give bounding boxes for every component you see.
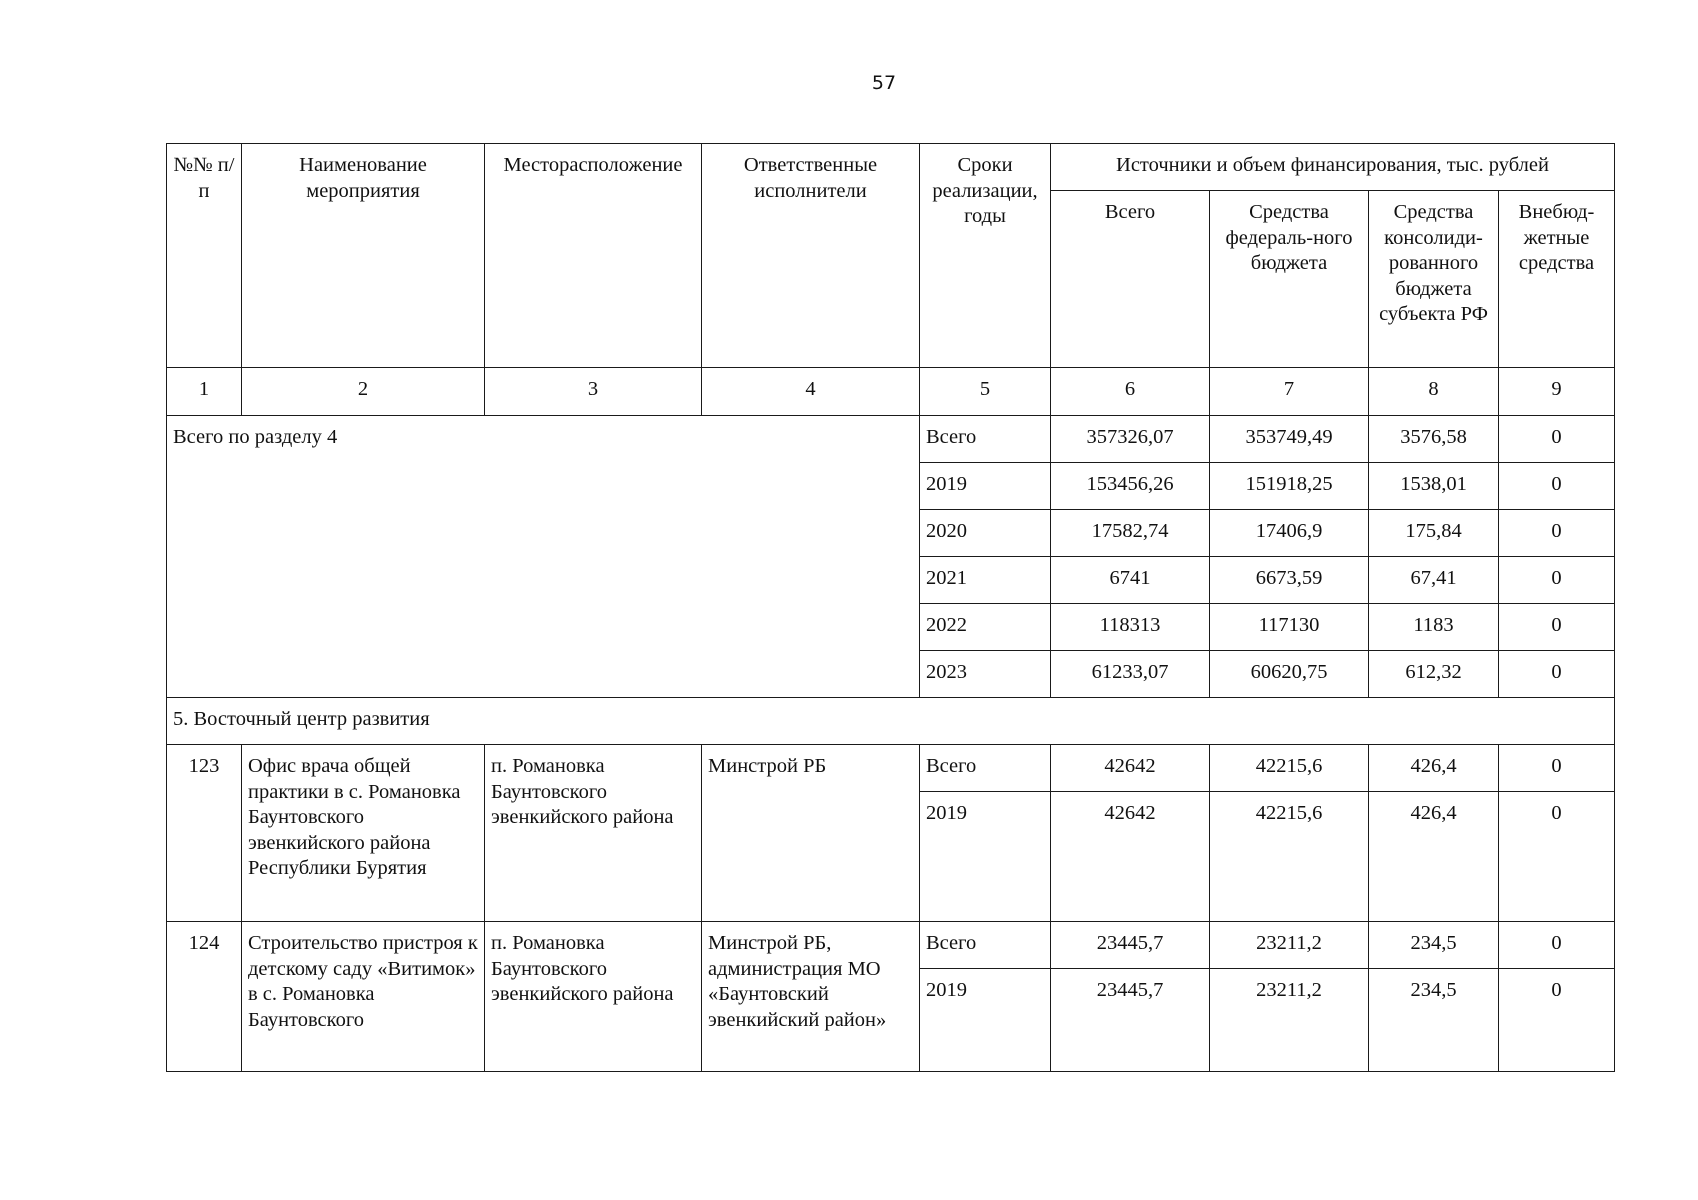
total-cell: 118313 xyxy=(1051,604,1210,651)
total-cell: 6741 xyxy=(1051,557,1210,604)
extra-cell: 0 xyxy=(1499,510,1615,557)
extra-cell: 0 xyxy=(1499,745,1615,792)
header-location: Месторасположение xyxy=(485,144,702,368)
federal-cell: 353749,49 xyxy=(1210,416,1369,463)
total-cell: 42642 xyxy=(1051,745,1210,792)
header-financing-group: Источники и объем финансирования, тыс. рублей xyxy=(1051,144,1615,191)
column-number: 3 xyxy=(485,368,702,416)
federal-cell: 17406,9 xyxy=(1210,510,1369,557)
item-number: 123 xyxy=(167,745,242,922)
total-cell: 357326,07 xyxy=(1051,416,1210,463)
federal-cell: 42215,6 xyxy=(1210,745,1369,792)
column-number: 1 xyxy=(167,368,242,416)
header-period: Сроки реализации, годы xyxy=(920,144,1051,368)
total-cell: 23445,7 xyxy=(1051,922,1210,969)
header-federal: Средства федераль-ного бюджета xyxy=(1210,191,1369,368)
federal-cell: 117130 xyxy=(1210,604,1369,651)
regional-cell: 3576,58 xyxy=(1369,416,1499,463)
year-cell: 2020 xyxy=(920,510,1051,557)
column-number: 2 xyxy=(242,368,485,416)
item-number: 124 xyxy=(167,922,242,1072)
item-executor: Минстрой РБ xyxy=(702,745,920,922)
extra-cell: 0 xyxy=(1499,557,1615,604)
extra-cell: 0 xyxy=(1499,651,1615,698)
header-row xyxy=(167,144,1615,191)
column-number: 4 xyxy=(702,368,920,416)
year-cell: 2022 xyxy=(920,604,1051,651)
regional-cell: 1538,01 xyxy=(1369,463,1499,510)
regional-cell: 234,5 xyxy=(1369,969,1499,1072)
regional-cell: 426,4 xyxy=(1369,792,1499,922)
extra-cell: 0 xyxy=(1499,604,1615,651)
year-cell: 2021 xyxy=(920,557,1051,604)
total-cell: 23445,7 xyxy=(1051,969,1210,1072)
federal-cell: 23211,2 xyxy=(1210,922,1369,969)
year-cell: 2019 xyxy=(920,969,1051,1072)
year-cell: 2019 xyxy=(920,792,1051,922)
item-name: Строительство пристроя к детскому саду «Витимок» в с. Романовка Баунтовского xyxy=(242,922,485,1072)
regional-cell: 67,41 xyxy=(1369,557,1499,604)
extra-cell: 0 xyxy=(1499,463,1615,510)
column-number: 6 xyxy=(1051,368,1210,416)
header-total: Всего xyxy=(1051,191,1210,368)
year-cell: Всего xyxy=(920,416,1051,463)
extra-cell: 0 xyxy=(1499,792,1615,922)
regional-cell: 426,4 xyxy=(1369,745,1499,792)
table-row xyxy=(167,416,1615,463)
year-cell: 2023 xyxy=(920,651,1051,698)
year-cell: Всего xyxy=(920,922,1051,969)
federal-cell: 42215,6 xyxy=(1210,792,1369,922)
federal-cell: 23211,2 xyxy=(1210,969,1369,1072)
total-cell: 61233,07 xyxy=(1051,651,1210,698)
regional-cell: 175,84 xyxy=(1369,510,1499,557)
column-number: 8 xyxy=(1369,368,1499,416)
total-cell: 17582,74 xyxy=(1051,510,1210,557)
header-executor: Ответственные исполнители xyxy=(702,144,920,368)
regional-cell: 1183 xyxy=(1369,604,1499,651)
regional-cell: 612,32 xyxy=(1369,651,1499,698)
header-extra: Внебюд-жетные средства xyxy=(1499,191,1615,368)
extra-cell: 0 xyxy=(1499,922,1615,969)
year-cell: Всего xyxy=(920,745,1051,792)
section-title: 5. Восточный центр развития xyxy=(167,698,1615,745)
federal-cell: 151918,25 xyxy=(1210,463,1369,510)
column-number: 5 xyxy=(920,368,1051,416)
header-name: Наименование мероприятия xyxy=(242,144,485,368)
column-number: 9 xyxy=(1499,368,1615,416)
column-number: 7 xyxy=(1210,368,1369,416)
item-executor: Минстрой РБ, администрация МО «Баунтовский эвенкийский район» xyxy=(702,922,920,1072)
item-location: п. Романовка Баунтовского эвенкийского района xyxy=(485,745,702,922)
page-number: 57 xyxy=(871,72,897,94)
total-cell: 42642 xyxy=(1051,792,1210,922)
year-cell: 2019 xyxy=(920,463,1051,510)
federal-cell: 6673,59 xyxy=(1210,557,1369,604)
total-cell: 153456,26 xyxy=(1051,463,1210,510)
section-total-label: Всего по разделу 4 xyxy=(167,416,920,698)
column-numbers-row xyxy=(167,368,1615,416)
item-name: Офис врача общей практики в с. Романовка Баунтовского эвенкийского района Республики Бурятия xyxy=(242,745,485,922)
regional-cell: 234,5 xyxy=(1369,922,1499,969)
item-location: п. Романовка Баунтовского эвенкийского района xyxy=(485,922,702,1072)
federal-cell: 60620,75 xyxy=(1210,651,1369,698)
financing-table xyxy=(166,143,1615,1072)
table-row xyxy=(167,922,1615,969)
extra-cell: 0 xyxy=(1499,969,1615,1072)
header-regional: Средства консолиди-рованного бюджета субъекта РФ xyxy=(1369,191,1499,368)
table-row xyxy=(167,745,1615,792)
extra-cell: 0 xyxy=(1499,416,1615,463)
header-num: №№ п/п xyxy=(167,144,242,368)
section-title-row xyxy=(167,698,1615,745)
